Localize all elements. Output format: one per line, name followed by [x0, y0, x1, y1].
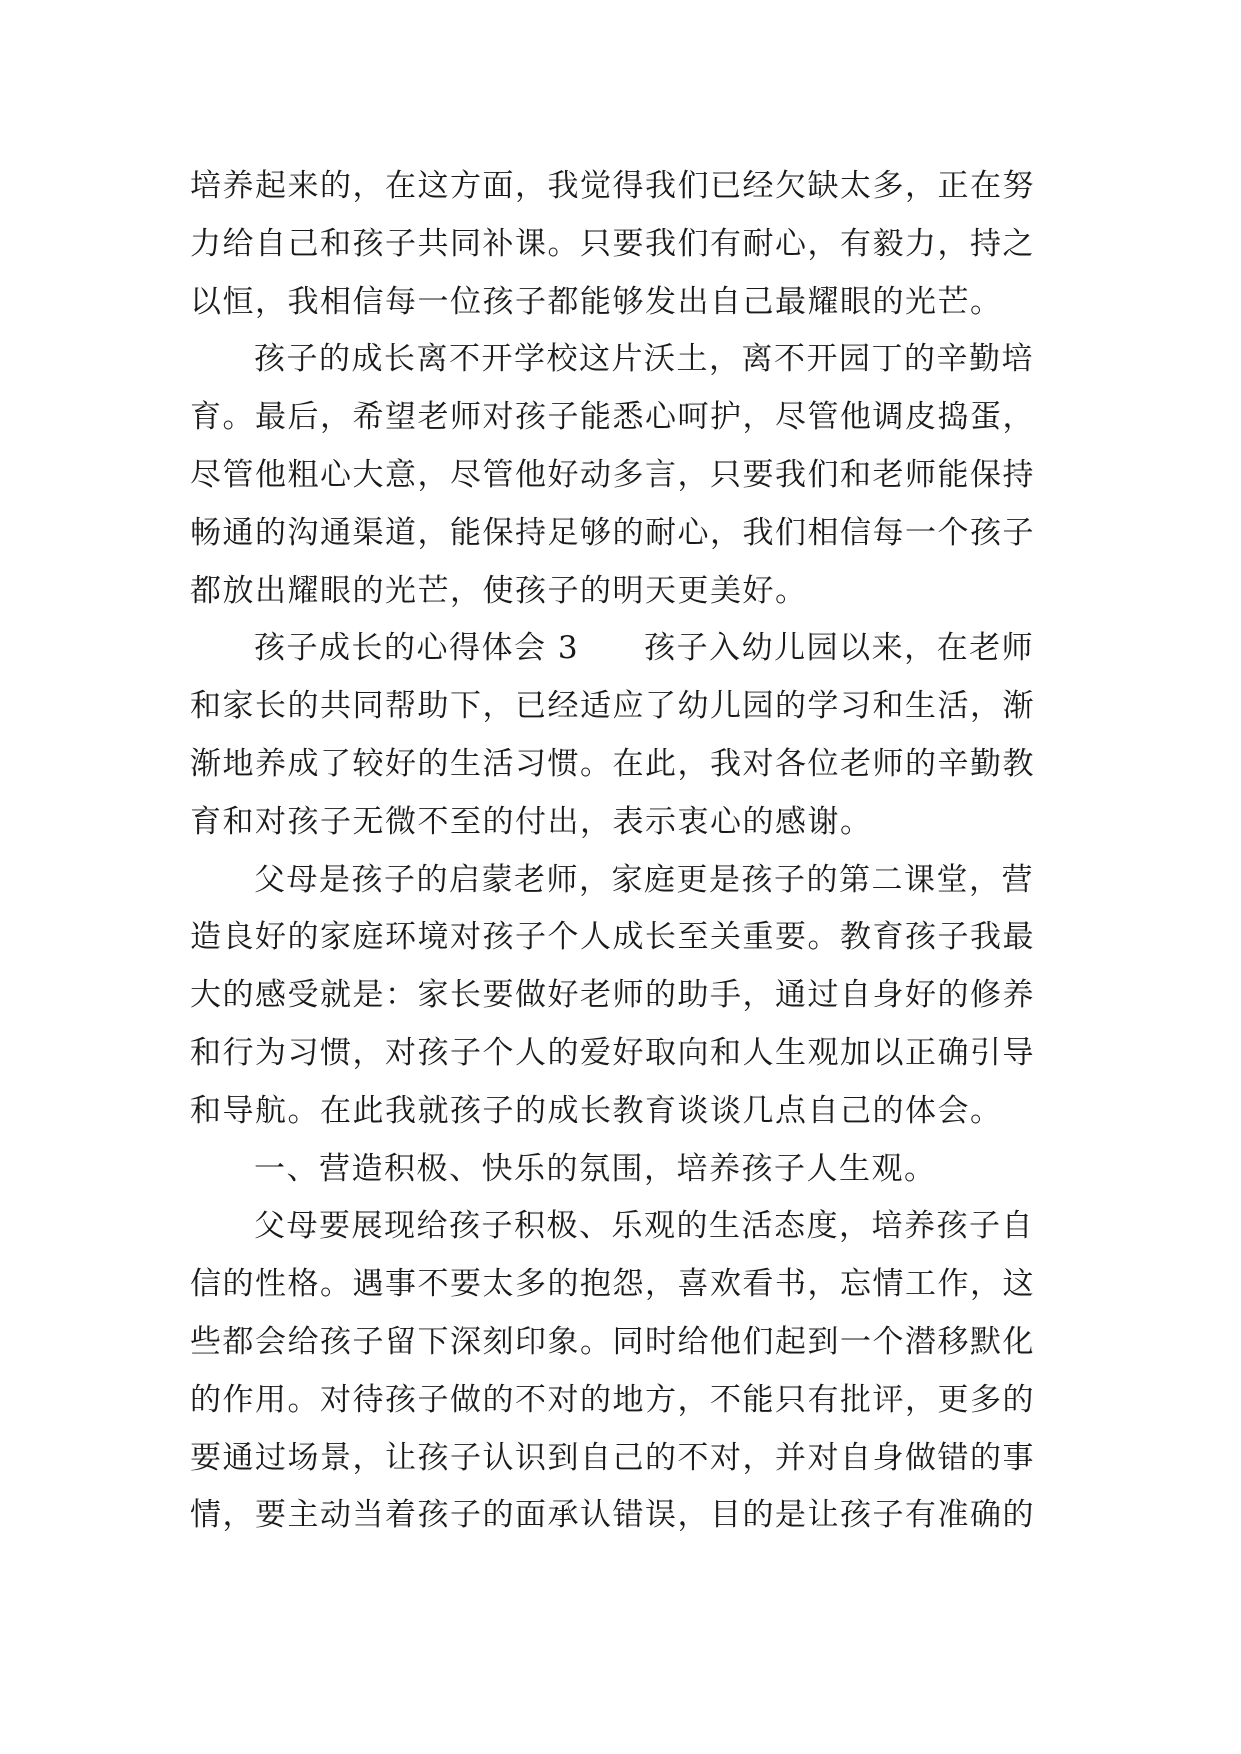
document-body: [190, 158, 1050, 1545]
text-line: 些都会给孩子留下深刻印象。同时给他们起到一个潜移默化: [190, 1323, 1035, 1360]
paragraph-first-line: 父母要展现给孩子积极、乐观的生活态度，培养孩子自: [254, 1208, 1034, 1245]
paragraph-first-line: 孩子的成长离不开学校这片沃土，离不开园丁的辛勤培: [254, 341, 1034, 378]
text-line: 情，要主动当着孩子的面承认错误，目的是让孩子有准确的: [190, 1497, 1035, 1534]
text-line: 大的感受就是：家长要做好老师的助手，通过自身好的修养: [190, 977, 1035, 1014]
text-line: 渐地养成了较好的生活习惯。在此，我对各位老师的辛勤教: [190, 745, 1035, 782]
text-line: 信的性格。遇事不要太多的抱怨，喜欢看书，忘情工作，这: [190, 1266, 1035, 1303]
text-line: 以恒，我相信每一位孩子都能够发出自己最耀眼的光芒。: [190, 283, 1003, 320]
text-line: 和导航。在此我就孩子的成长教育谈谈几点自己的体会。: [190, 1092, 1003, 1129]
text-line: 和家长的共同帮助下，已经适应了幼儿园的学习和生活，渐: [190, 688, 1035, 725]
text-line: 育。最后，希望老师对孩子能悉心呵护，尽管他调皮捣蛋，: [190, 399, 1035, 436]
subheading-line: 一、营造积极、快乐的氛围，培养孩子人生观。: [254, 1150, 937, 1187]
text-line: 造良好的家庭环境对孩子个人成长至关重要。教育孩子我最: [190, 919, 1035, 956]
text-line: 要通过场景，让孩子认识到自己的不对，并对自身做错的事: [190, 1439, 1035, 1476]
text-line: 力给自己和孩子共同补课。只要我们有耐心，有毅力，持之: [190, 225, 1035, 262]
text-line: 育和对孩子无微不至的付出，表示衷心的感谢。: [190, 803, 873, 840]
paragraph-first-line: 父母是孩子的启蒙老师，家庭更是孩子的第二课堂，营: [254, 861, 1034, 898]
text-line: 尽管他粗心大意，尽管他好动多言，只要我们和老师能保持: [190, 456, 1035, 493]
text-line: 和行为习惯，对孩子个人的爱好取向和人生观加以正确引导: [190, 1034, 1035, 1071]
text-line: 畅通的沟通渠道，能保持足够的耐心，我们相信每一个孩子: [190, 514, 1035, 551]
text-line: 培养起来的，在这方面，我觉得我们已经欠缺太多，正在努: [190, 168, 1035, 204]
text-line: 的作用。对待孩子做的不对的地方，不能只有批评，更多的: [190, 1381, 1035, 1418]
section-heading-line: 孩子成长的心得体会 3 孩子入幼儿园以来，在老师: [254, 630, 1035, 667]
text-line: 都放出耀眼的光芒，使孩子的明天更美好。: [190, 572, 808, 609]
